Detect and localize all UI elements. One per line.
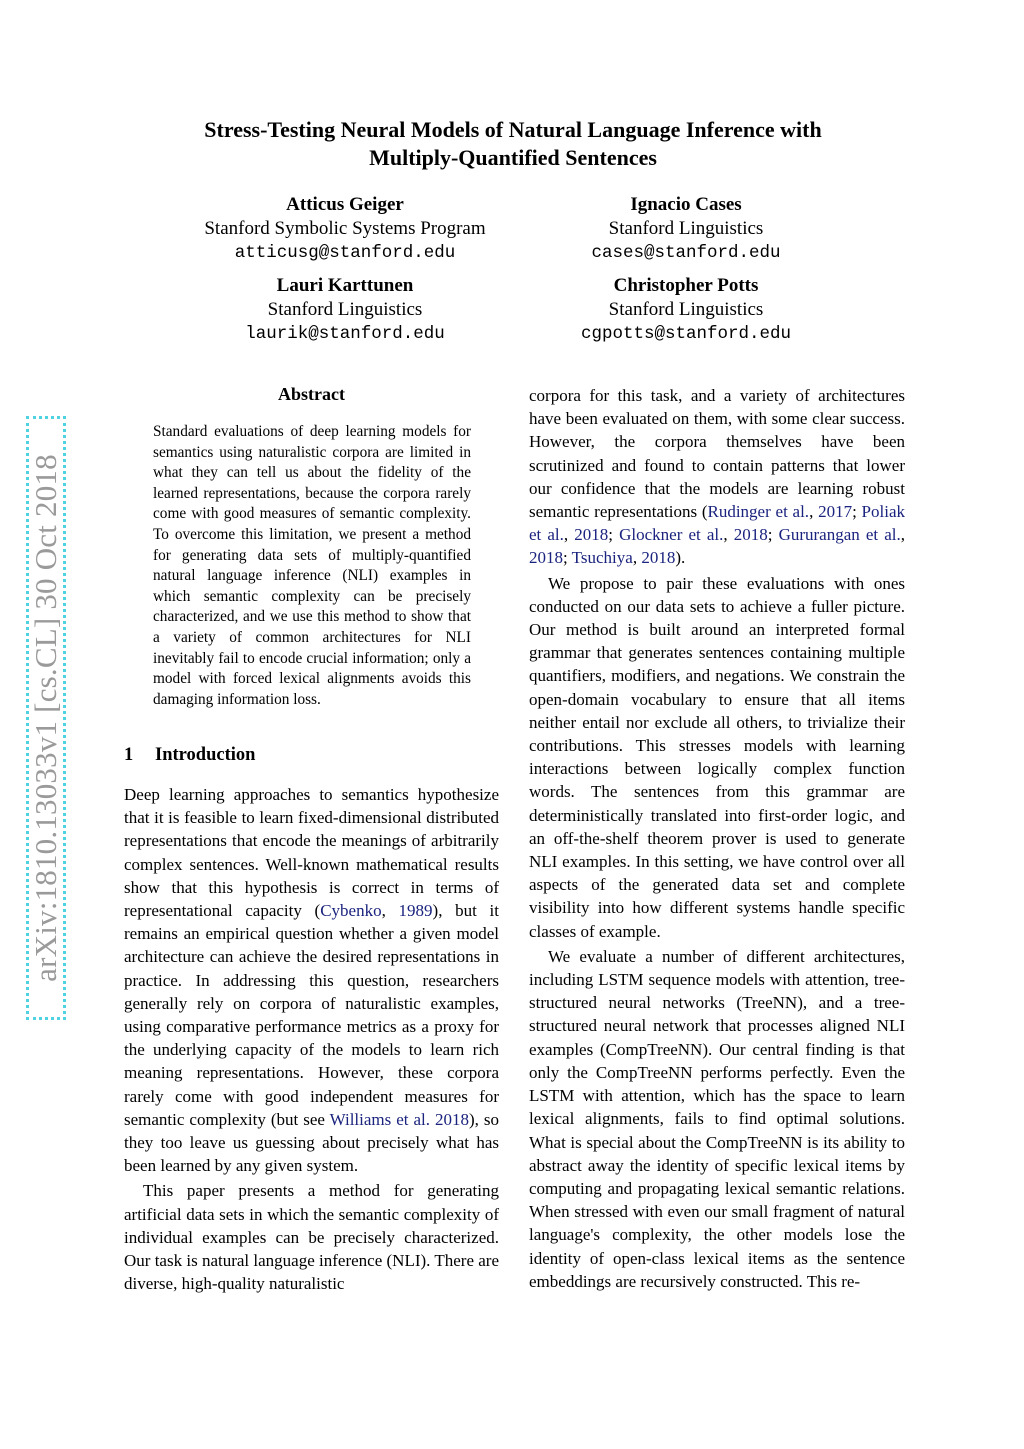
- paragraph: We propose to pair these evaluations with ones conducted on our data sets to achieve a fuller picture. Our method is built around an interpreted formal grammar that generates sentences containing multiple quantifiers, modifiers, and negations. We constrain the open-domain vocabulary to ensure that all items neither entail nor exclude all others, to trivialize their contributions. This stresses models with learning interactions between logically complex function words. The sentences from this grammar are deterministically translated into first-order logic, and an off-the-shelf theorem prover is used to generate NLI examples. In this setting, we have control over all aspects of the generated data set and complete visibility into how different systems handle specific classes of example.: [529, 573, 905, 941]
- right-column: [529, 384, 905, 1293]
- citation-link[interactable]: Poliak et al.: [529, 502, 905, 545]
- citation-link[interactable]: 2018: [434, 1109, 469, 1129]
- author-affiliation: Stanford Linguistics: [608, 299, 764, 320]
- author-email[interactable]: cgpotts@stanford.edu: [580, 324, 792, 344]
- author-email[interactable]: atticusg@stanford.edu: [234, 243, 456, 263]
- text-run: ), but it remains an empirical question whether a given model architecture can achieve the desired representations in practice. In addressing this question, researchers generally rely on corpora of naturalistic examples, using comparative performance metrics as a proxy for the underlying capacity of the models to learn rich meaning representations. However, these corpora rarely come with good independent measures for semantic complexity (but see: [124, 901, 499, 1129]
- author-affiliation: Stanford Linguistics: [608, 218, 764, 239]
- section-title: Introduction: [155, 745, 256, 765]
- author-name: Christopher Potts: [613, 275, 759, 296]
- citation-link[interactable]: 2018: [733, 525, 768, 545]
- citation-link[interactable]: Rudinger et al.: [707, 502, 810, 522]
- text-run: ), so they too leave us guessing about precisely what has been learned by any given system.: [124, 1109, 499, 1176]
- author-affiliation: Stanford Symbolic Systems Program: [204, 218, 486, 239]
- author-name: Atticus Geiger: [286, 194, 404, 215]
- citation-link[interactable]: Williams et al.: [329, 1109, 430, 1129]
- arxiv-id: arXiv:1810.13033v1 [cs.CL] 30 Oct 2018: [28, 454, 64, 982]
- title-line-2: Multiply-Quantified Sentences: [369, 145, 657, 170]
- arxiv-stamp: [26, 416, 66, 1020]
- citation-link[interactable]: Tsuchiya: [571, 548, 633, 568]
- paragraph: This paper presents a method for generating artificial data sets in which the semantic complexity of individual examples can be precisely characterized. Our task is natural language inference (NLI). There are diverse, high-quality naturalistic: [124, 1181, 499, 1294]
- citation-link[interactable]: 2018: [529, 548, 563, 568]
- author-email[interactable]: cases@stanford.edu: [591, 243, 781, 263]
- author-block: [476, 274, 896, 346]
- abstract-heading: Abstract: [278, 384, 345, 404]
- author-name: Ignacio Cases: [630, 194, 742, 215]
- paragraph: Deep learning approaches to semantics hypothesize that it is feasible to learn fixed-dimensional distributed representations that encode the meanings of arbitrarily complex sentences. Well-known mathematical results show that this hypothesis is correct in terms of representational capacity (Cybenko, 1989), but it remains an empirical question whether a given model architecture can achieve the desired representations in practice. In addressing this question, researchers generally rely on corpora of naturalistic examples, using comparative performance metrics as a proxy for the underlying capacity of the models to learn rich meaning representations. However, these corpora rarely come with good independent measures for semantic complexity (but see Williams et al. 2018), so they too leave us guessing about precisely what has been learned by any given system.: [124, 785, 499, 1176]
- author-name: Lauri Karttunen: [276, 275, 414, 296]
- citation-link[interactable]: 1989: [398, 901, 433, 921]
- author-email[interactable]: laurik@stanford.edu: [245, 324, 445, 344]
- citation-link[interactable]: Glockner et al.: [619, 525, 724, 545]
- citation-link[interactable]: 2018: [574, 525, 609, 545]
- paragraph: We evaluate a number of different architectures, including LSTM sequence models with attention, tree-structured neural networks (TreeNN), and a tree-structured neural network that processes aligned NLI examples (CompTreeNN). Our central finding is that only the CompTreeNN performs perfectly. Even the LSTM with attention, which has the space to learn lexical alignments, fails to find optimal solutions. What is special about the CompTreeNN is its ability to abstract away the identity of specific lexical items by computing and propagating lexical semantic relations. When stressed with even our small fragment of natural language's complexity, the other models lose the identity of open-class lexical items as the sentence embeddings are recursively constructed. This re-: [529, 946, 905, 1291]
- section-heading: [124, 745, 255, 766]
- citation-link[interactable]: Gururangan et al.: [778, 525, 901, 545]
- text-run: Deep learning approaches to semantics hypothesize that it is feasible to learn fixed-dimensional distributed representations that encode the meanings of arbitrarily complex sentences. Well-known mathematical results show that this hypothesis is correct in terms of representational capacity (: [124, 785, 499, 921]
- title-line-1: Stress-Testing Neural Models of Natural Language Inference with: [204, 117, 822, 142]
- section-number: 1: [124, 745, 134, 765]
- abstract-text: Standard evaluations of deep learning models for semantics using naturalistic corpora are limited in what they can tell us about the fidelity of the learned representations, because the corpora rarely come with good measures of semantic complexity. To overcome this limitation, we present a method for generating data sets of multiply-quantified natural language inference (NLI) examples in which semantic complexity can be precisely characterized, and we use this method to show that a variety of common architectures for NLI inevitably fail to encode crucial information; only a model with forced lexical alignments avoids this damaging information loss.: [153, 423, 471, 708]
- paper-title: [120, 116, 906, 172]
- author-block: [476, 193, 896, 265]
- citation-link[interactable]: 2018: [641, 548, 676, 568]
- citation-link[interactable]: 2017: [818, 502, 853, 522]
- text-run: corpora for this task, and a variety of architectures have been evaluated on them, with some clear success. However, the corpora themselves have been scrutinized and found to contain patterns that lower our confidence that the models are learning robust semantic representations (: [529, 386, 905, 522]
- citation-link[interactable]: Cybenko: [320, 901, 382, 921]
- author-affiliation: Stanford Linguistics: [267, 299, 423, 320]
- left-column: [124, 783, 499, 1295]
- paragraph: corpora for this task, and a variety of architectures have been evaluated on them, with some clear success. However, the corpora themselves have been scrutinized and found to contain patterns that lower our confidence that the models are learning robust semantic representations (Rudinger et al., 2017; Poliak et al., 2018; Glockner et al., 2018; Gururangan et al., 2018; Tsuchiya, 2018).: [529, 386, 906, 568]
